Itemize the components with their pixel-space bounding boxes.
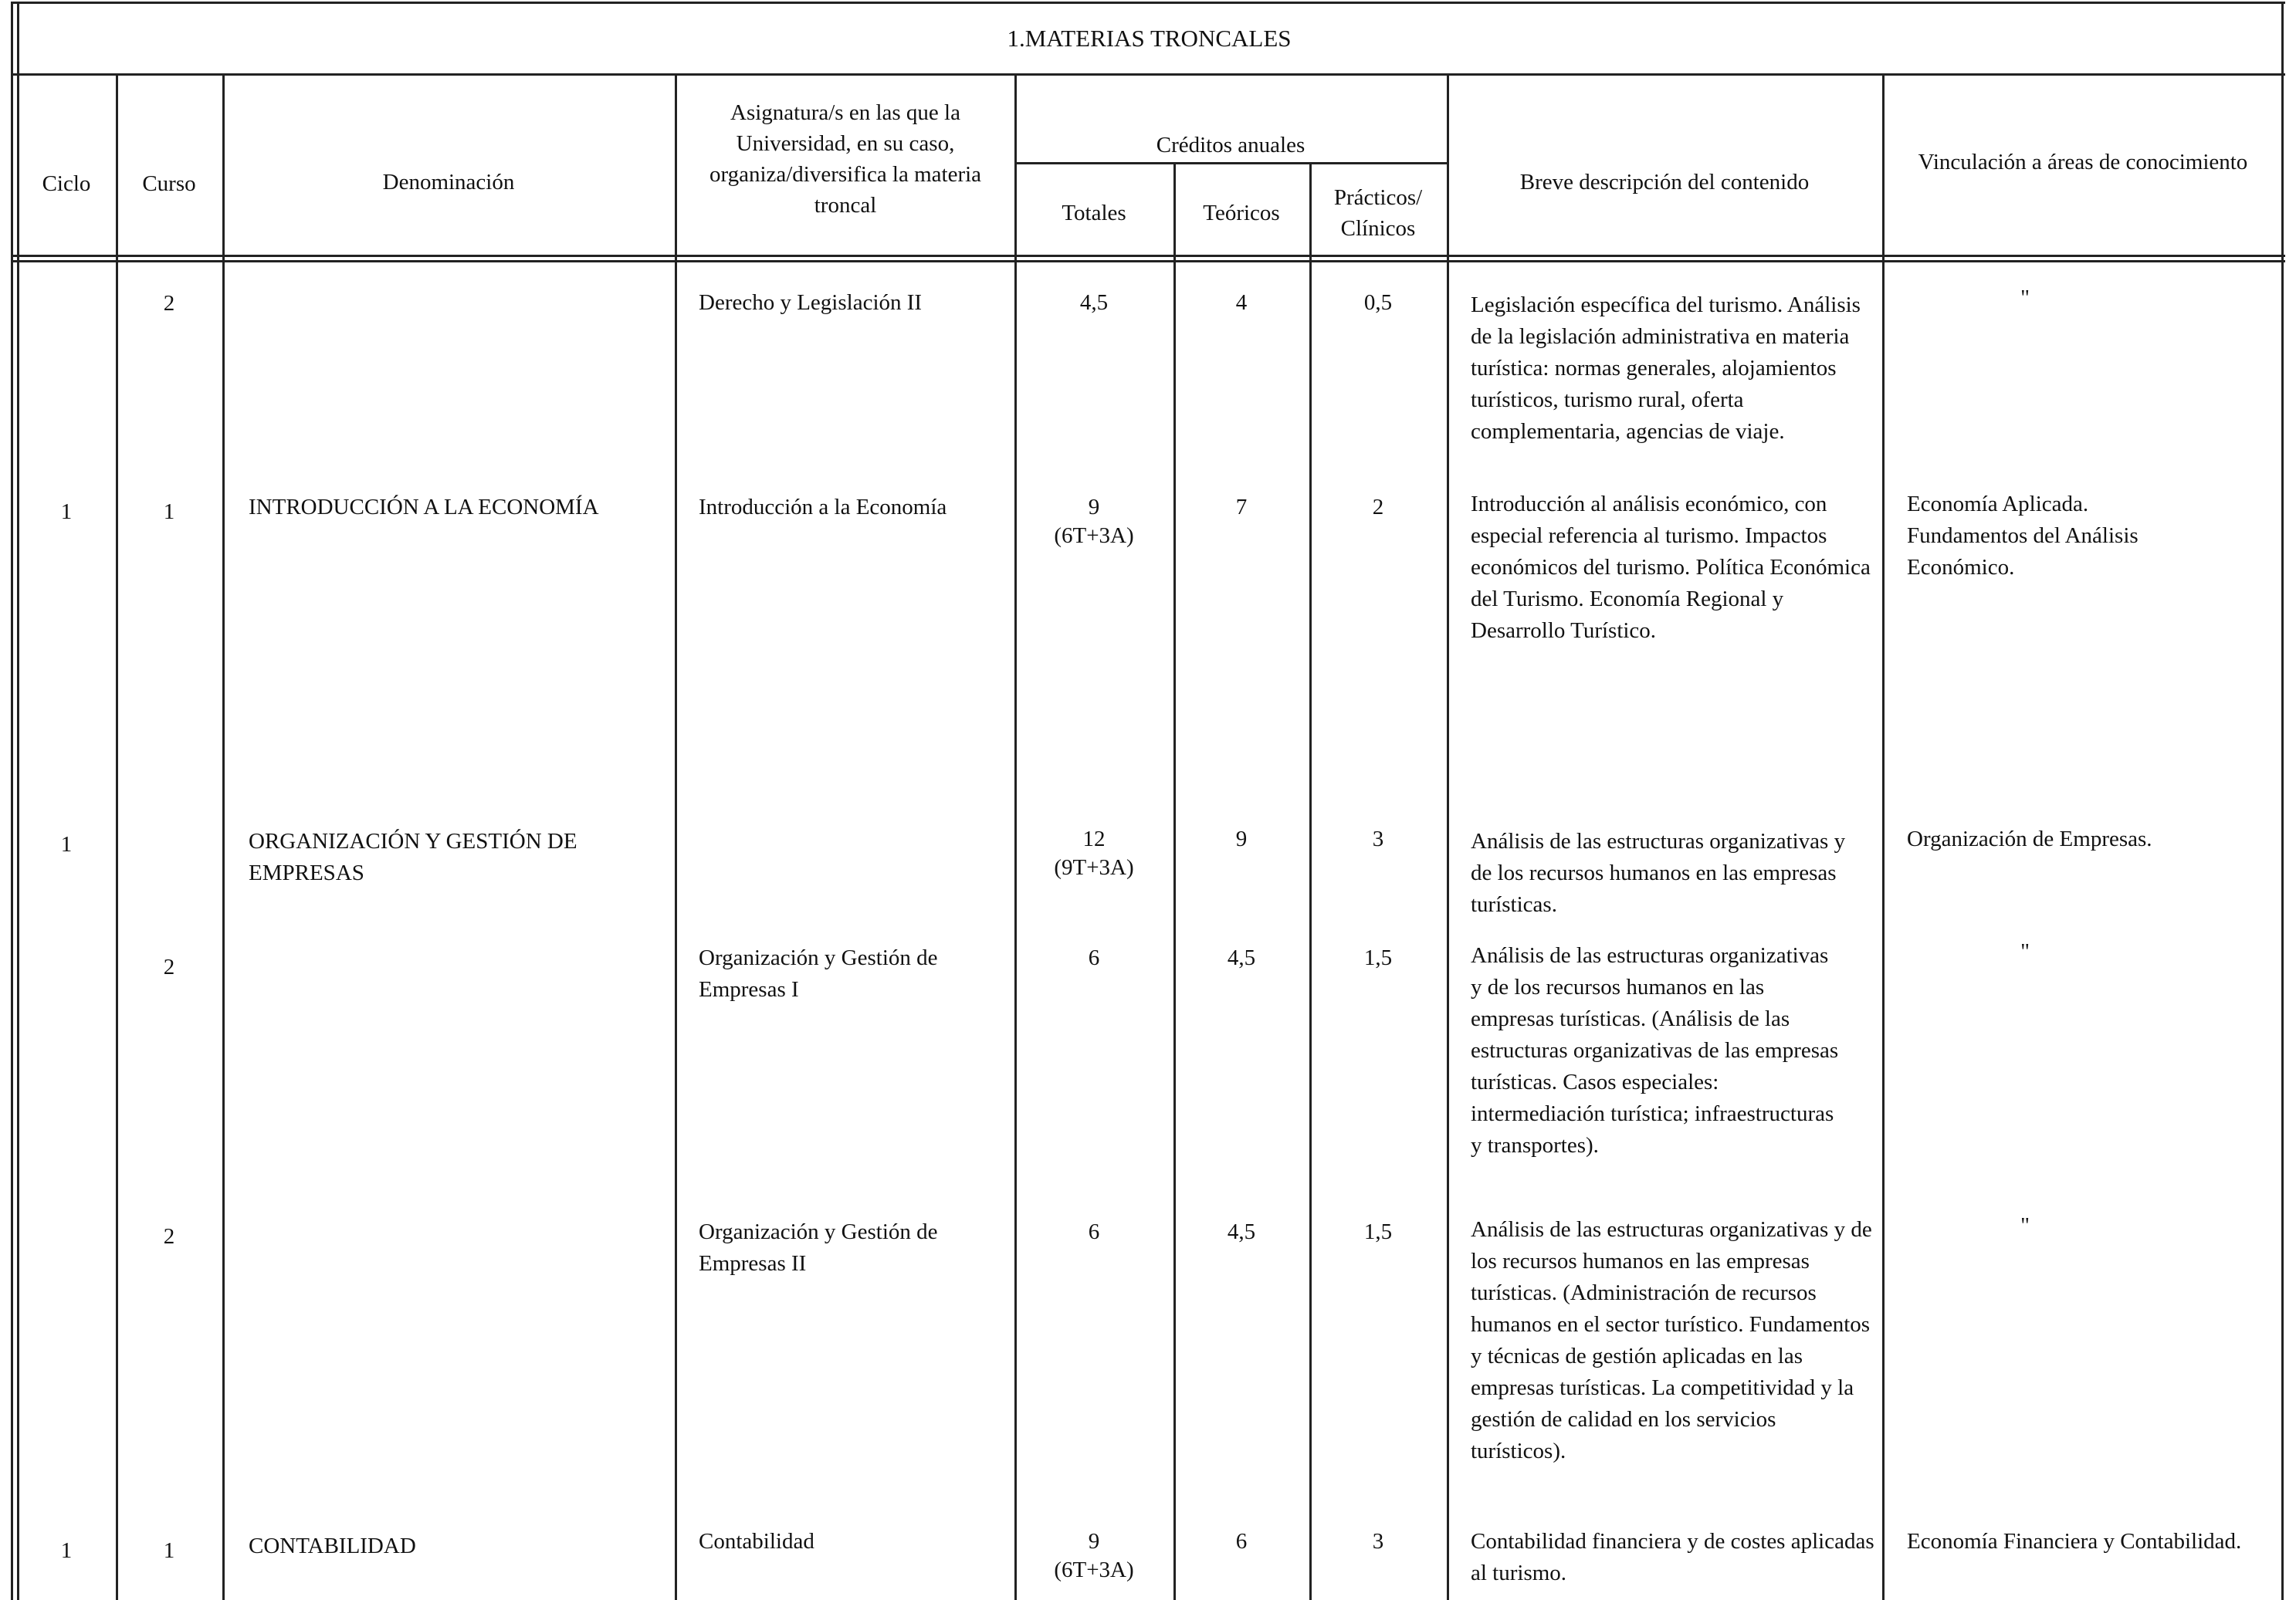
cell-curso: 1 [163, 1538, 175, 1563]
header-practicos: Prácticos/ Clínicos [1333, 185, 1423, 241]
cell-asignatura: Organización y Gestión de Empresas II [699, 1219, 938, 1276]
cell-teoricos: 6 [1235, 1529, 1248, 1554]
frame-top-rule [11, 2, 2285, 4]
header-teoricos: Teóricos [1203, 201, 1280, 225]
cell-vinculacion: " [2020, 286, 2030, 310]
cell-teoricos: 4,5 [1227, 945, 1256, 970]
cell-teoricos: 4,5 [1227, 1219, 1256, 1244]
cell-totales: 12 [1082, 827, 1106, 851]
cell-curso: 2 [163, 955, 175, 979]
header-bottom-rule-2 [11, 260, 2285, 262]
cell-vinculacion: " [2020, 1213, 2030, 1238]
header-creditos: Créditos anuales [1156, 133, 1305, 157]
cell-totales-sub: (6T+3A) [1054, 523, 1134, 548]
cell-ciclo: 1 [60, 832, 73, 857]
cell-vinculacion: Economía Aplicada. Fundamentos del Análisis Económico. [1907, 492, 2139, 580]
header-curso: Curso [142, 171, 196, 196]
header-descripcion: Breve descripción del contenido [1519, 170, 1810, 195]
cell-ciclo: 1 [60, 499, 73, 524]
cell-teoricos: 9 [1235, 827, 1248, 851]
header-denominacion: Denominación [382, 170, 515, 195]
header-asignatura: Asignatura/s en las que la Universidad, en su caso, organiza/diversifica la materia troncal [709, 100, 982, 218]
cell-denominacion: INTRODUCCIÓN A LA ECONOMÍA [249, 495, 599, 519]
cell-practicos: 2 [1372, 495, 1384, 519]
col-rule-totales-teoricos [1173, 162, 1176, 1600]
cell-totales: 6 [1088, 1219, 1100, 1244]
cell-curso: 2 [163, 1224, 175, 1249]
header-totales: Totales [1062, 201, 1126, 225]
cell-asignatura: Contabilidad [699, 1529, 814, 1554]
cell-teoricos: 7 [1235, 495, 1248, 519]
cell-curso: 2 [163, 291, 175, 316]
creditos-divider-rule [1014, 162, 1447, 164]
cell-vinculacion: " [2020, 939, 2030, 964]
cell-practicos: 0,5 [1363, 290, 1393, 315]
cell-descripcion: Legislación específica del turismo. Análisis de la legislación administrativa en materia turística: normas generales, alojamientos turísticos, turismo rural, oferta complementaria, agencias de viaje. [1471, 293, 1861, 444]
cell-totales: 9 [1088, 495, 1100, 519]
col-rule-teoricos-practicos [1309, 162, 1312, 1600]
cell-vinculacion: Economía Financiera y Contabilidad. [1907, 1529, 2242, 1554]
cell-totales: 9 [1088, 1529, 1100, 1554]
cell-descripcion: Análisis de las estructuras organizativas y de los recursos humanos en las empresas turísticas. [1471, 829, 1846, 917]
cell-denominacion: ORGANIZACIÓN Y GESTIÓN DE EMPRESAS [249, 829, 577, 885]
cell-practicos: 1,5 [1363, 945, 1393, 970]
cell-practicos: 3 [1372, 1529, 1384, 1554]
header-bottom-rule [11, 255, 2285, 257]
cell-totales: 4,5 [1079, 290, 1109, 315]
cell-denominacion: CONTABILIDAD [249, 1534, 416, 1558]
cell-totales-sub: (9T+3A) [1054, 855, 1134, 880]
frame-left-rule [11, 2, 13, 1600]
cell-descripcion: Análisis de las estructuras organizativas y de los recursos humanos en las empresas turísticas. (Análisis de las estructuras organizativas de las empresas turísticas. Casos especiales: intermediación turística; infraestructuras y transportes). [1471, 943, 1839, 1158]
frame-left-rule-2 [17, 2, 19, 1600]
header-vinculacion: Vinculación a áreas de conocimiento [1918, 150, 2248, 174]
cell-totales: 6 [1088, 945, 1100, 970]
cell-descripcion: Contabilidad financiera y de costes aplicadas al turismo. [1471, 1529, 1874, 1585]
cell-curso: 1 [163, 499, 175, 524]
cell-vinculacion: Organización de Empresas. [1907, 827, 2152, 851]
cell-practicos: 1,5 [1363, 1219, 1393, 1244]
cell-asignatura: Introducción a la Economía [699, 495, 947, 519]
cell-descripcion: Análisis de las estructuras organizativas y de los recursos humanos en las empresas turísticas. (Administración de recursos humanos en el sector turístico. Fundamentos y técnicas de gestión aplicadas en las empresas turísticas. La competitividad y la gestión de calidad en los servicios turísticos). [1471, 1217, 1872, 1463]
col-rule-curso-denominacion [222, 73, 225, 1600]
header-ciclo: Ciclo [42, 171, 91, 196]
cell-totales-sub: (6T+3A) [1054, 1558, 1134, 1582]
col-rule-denominacion-asignatura [675, 73, 677, 1600]
cell-practicos: 3 [1372, 827, 1384, 851]
cell-teoricos: 4 [1235, 290, 1248, 315]
col-rule-practicos-descripcion [1447, 73, 1449, 1600]
frame-right-rule [2281, 2, 2284, 1600]
title-bottom-rule [11, 73, 2285, 76]
cell-asignatura: Organización y Gestión de Empresas I [699, 945, 938, 1002]
cell-asignatura: Derecho y Legislación II [699, 290, 923, 315]
table-title: 1.MATERIAS TRONCALES [1007, 25, 1292, 52]
cell-ciclo: 1 [60, 1538, 73, 1563]
cell-descripcion: Introducción al análisis económico, con especial referencia al turismo. Impactos económicos del turismo. Política Económica del Turismo. Economía Regional y Desarrollo Turístico. [1471, 492, 1871, 643]
